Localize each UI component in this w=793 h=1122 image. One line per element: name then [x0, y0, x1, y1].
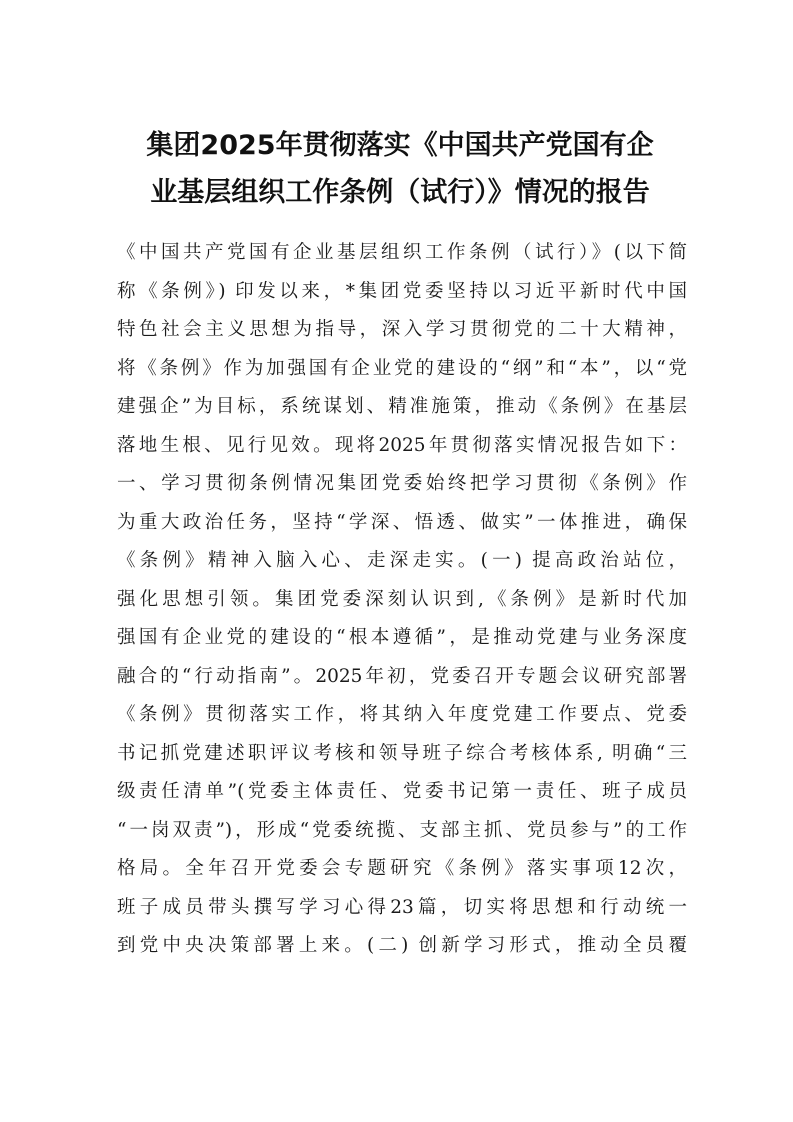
- body-line: 强化思想引领。集团党委深刻认识到,《条例》是新时代加: [117, 588, 687, 610]
- body-line: 称《条例》) 印发以来，*集团党委坚持以习近平新时代中国: [117, 280, 687, 302]
- body-line: 强国有企业党的建设的“根本遵循”，是推动党建与业务深度: [117, 627, 687, 648]
- body-line: 一、学习贯彻条例情况集团党委始终把学习贯彻《条例》作: [117, 473, 687, 494]
- body-line: 《中国共产党国有企业基层组织工作条例（试行）》(以下简: [117, 242, 687, 263]
- body-line: 书记抓党建述职评议考核和领导班子综合考核体系, 明确“三: [117, 742, 687, 764]
- body-line: 《条例》贯彻落实工作，将其纳入年度党建工作要点、党委: [117, 704, 687, 725]
- body-line: 落地生根、见行见效。现将2025年贯彻落实情况报告如下：: [117, 434, 687, 456]
- body-line: 格局。全年召开党委会专题研究《条例》落实事项12次，: [117, 858, 687, 879]
- body-line: 到党中央决策部署上来。(二) 创新学习形式，推动全员覆: [117, 935, 687, 956]
- document-body: [117, 234, 687, 966]
- document-title-line-2: 业基层组织工作条例（试行）》情况的报告: [150, 177, 650, 208]
- body-line: 为重大政治任务，坚持“学深、悟透、做实”一体推进，确保: [117, 511, 687, 533]
- body-line: 特色社会主义思想为指导，深入学习贯彻党的二十大精神，: [117, 319, 687, 340]
- body-line: 《条例》精神入脑入心、走深走实。(一) 提高政治站位，: [117, 550, 687, 571]
- document-title-line-1: 集团2025年贯彻落实《中国共产党国有企: [146, 130, 654, 161]
- body-line: 班子成员带头撰写学习心得23篇，切实将思想和行动统一: [117, 896, 687, 918]
- body-line: 建强企”为目标，系统谋划、精准施策，推动《条例》在基层: [117, 396, 687, 417]
- body-line: “一岗双责”)，形成“党委统揽、支部主抓、党员参与”的工作: [117, 819, 687, 841]
- body-line: 将《条例》作为加强国有企业党的建设的“纲”和“本”，以“党: [117, 357, 687, 379]
- body-line: 融合的“行动指南”。2025年初，党委召开专题会议研究部署: [117, 665, 687, 687]
- body-line: 级责任清单”(党委主体责任、党委书记第一责任、班子成员: [117, 781, 687, 802]
